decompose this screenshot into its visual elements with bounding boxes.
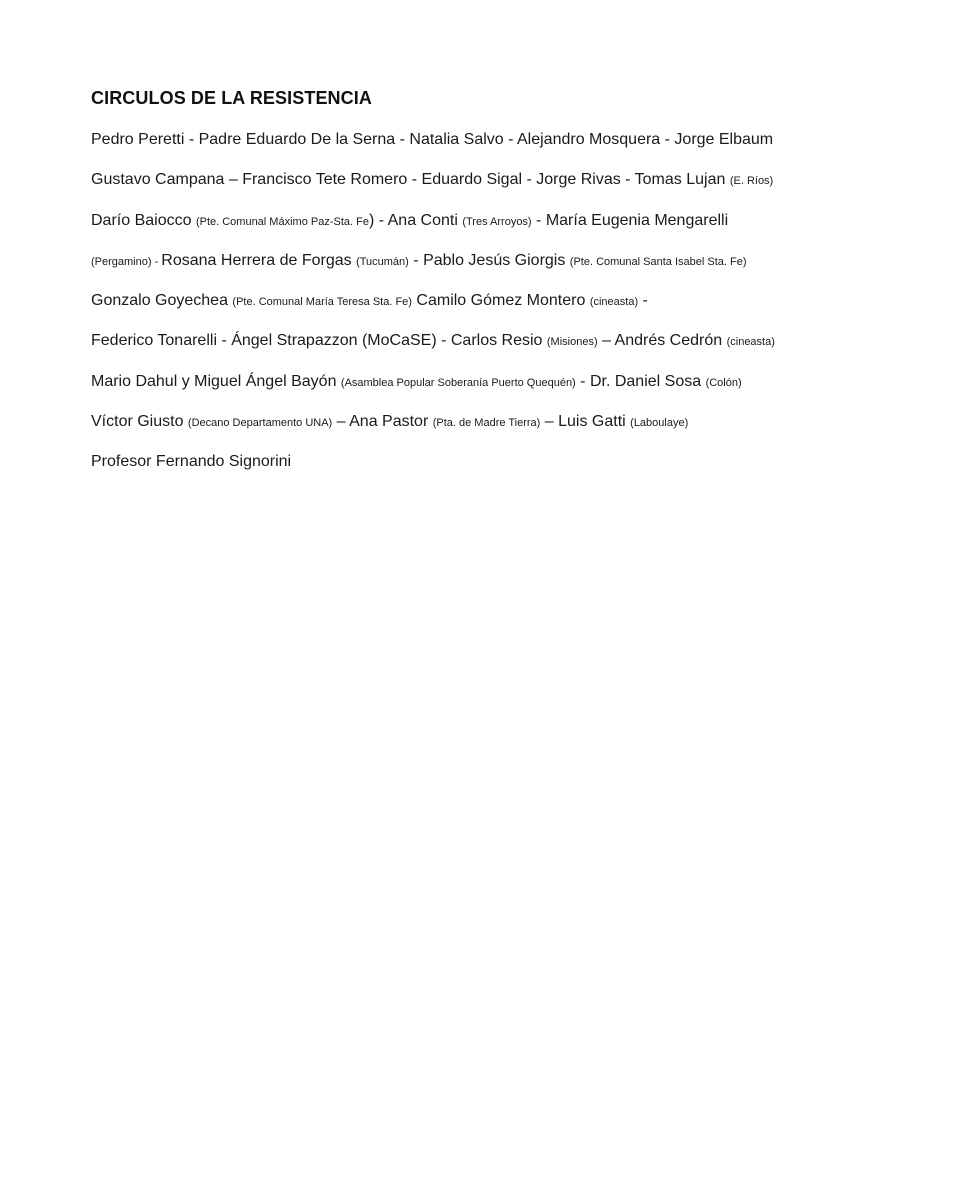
text-line	[91, 412, 931, 452]
name-text: - Pablo Jesús Giorgis	[408, 251, 570, 269]
name-text: Federico Tonarelli - Ángel Strapazzon (MoCaSE) - Carlos Resio	[91, 332, 547, 350]
affiliation-note: (Pte. Comunal Santa Isabel Sta. Fe)	[569, 255, 747, 268]
name-text: - María Eugenia Mengarelli	[531, 211, 729, 229]
name-text: Pedro Peretti - Padre Eduardo De la Serna - Natalia Salvo - Alejandro Mosquera - Jorge Elbaum	[91, 131, 774, 148]
affiliation-note: (Pte. Comunal Máximo Paz-Sta. Fe	[195, 215, 369, 228]
affiliation-note: (Pte. Comunal María Teresa Sta. Fe)	[232, 296, 412, 309]
text-line	[91, 211, 931, 251]
affiliation-note: (Decano Departamento UNA)	[187, 417, 333, 430]
text-line	[91, 372, 931, 412]
name-text: – Luis Gatti	[540, 413, 631, 431]
affiliation-note: (Pergamino) -	[91, 255, 162, 268]
affiliation-note: (cineasta)	[726, 336, 775, 349]
affiliation-note: (E. Ríos)	[729, 175, 774, 188]
name-text: Mario Dahul y Miguel Ángel Bayón	[91, 372, 341, 390]
name-text: - Dr. Daniel Sosa	[575, 372, 706, 390]
text-line	[91, 452, 931, 492]
document-title: CIRCULOS DE LA RESISTENCIA	[91, 88, 372, 108]
name-text: Gustavo Campana – Francisco Tete Romero - Eduardo Sigal - Jorge Rivas - Tomas Lujan	[91, 171, 730, 189]
name-text: Rosana Herrera de Forgas	[161, 251, 357, 269]
name-text: – Andrés Cedrón	[597, 332, 727, 350]
affiliation-note: (Misiones)	[546, 336, 598, 349]
name-text: Profesor Fernando Signorini	[91, 453, 292, 471]
text-line	[91, 170, 931, 210]
text-line	[91, 251, 931, 291]
name-text: Camilo Gómez Montero	[411, 292, 590, 310]
name-text: Darío Baiocco	[91, 211, 196, 229]
affiliation-note: (Laboulaye)	[630, 417, 689, 430]
names-list	[91, 130, 931, 493]
name-text: -	[638, 292, 648, 310]
affiliation-note: (Pta. de Madre Tierra)	[432, 417, 541, 430]
text-line	[91, 291, 931, 331]
affiliation-note: (Colón)	[705, 376, 742, 389]
name-text: ) - Ana Conti	[368, 211, 463, 229]
text-line	[91, 331, 931, 371]
text-line	[91, 130, 931, 170]
affiliation-note: (Tres Arroyos)	[462, 215, 532, 228]
affiliation-note: (Asamblea Popular Soberanía Puerto Quequén)	[340, 376, 576, 389]
name-text: Gonzalo Goyechea	[91, 292, 233, 310]
name-text: Víctor Giusto	[91, 413, 188, 431]
affiliation-note: (Tucumán)	[356, 255, 409, 268]
name-text: – Ana Pastor	[332, 413, 433, 431]
affiliation-note: (cineasta)	[589, 296, 639, 309]
